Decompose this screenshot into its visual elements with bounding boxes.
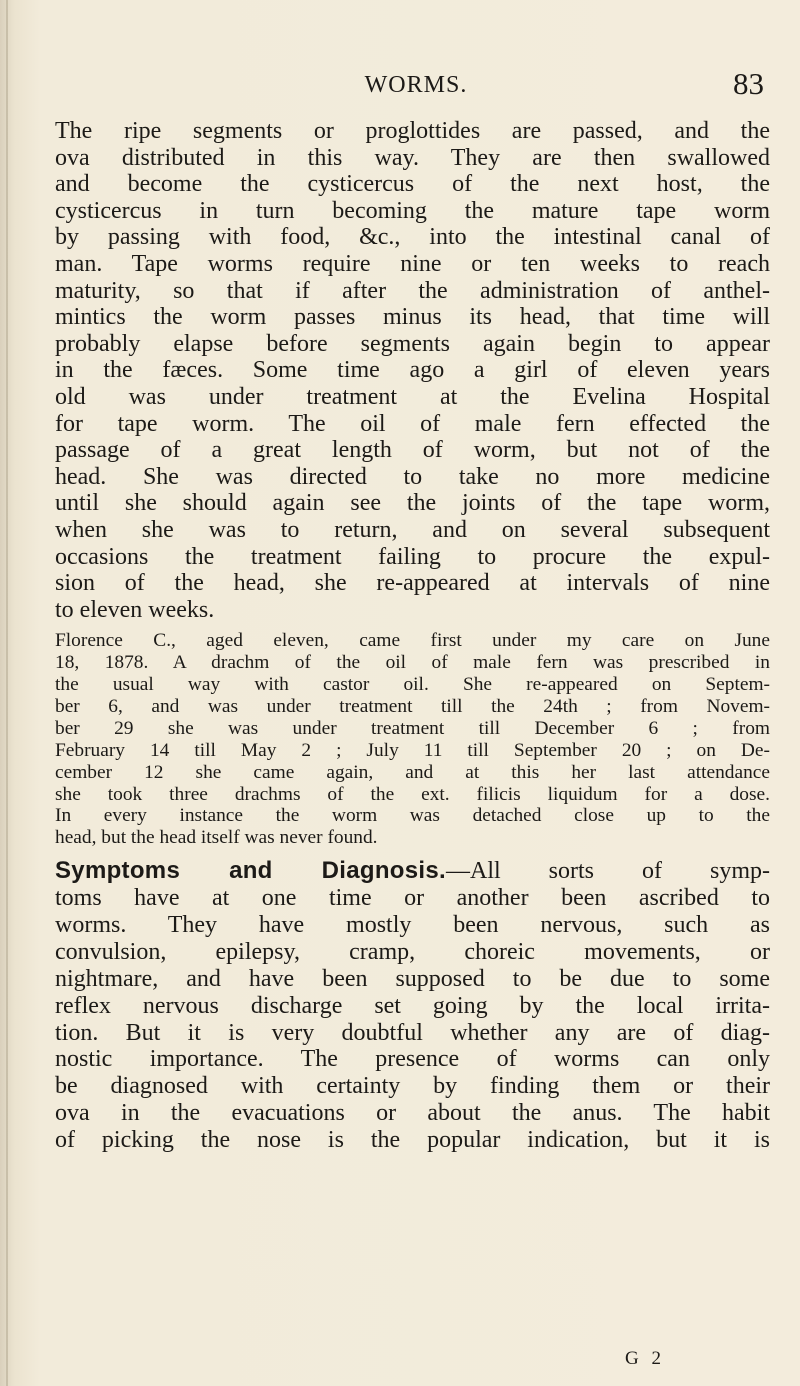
section-symptoms-diagnosis — [55, 858, 770, 1154]
case-note-line: 18, 1878. A drachm of the oil of male fern was prescribed in — [55, 652, 770, 674]
text-line: in the fæces. Some time ago a girl of eleven years — [55, 357, 770, 384]
case-note-line: ber 6, and was under treatment till the 24th ; from Novem- — [55, 695, 770, 717]
case-note-line: Florence C., aged eleven, came first under my care on June — [55, 630, 770, 652]
text-line: when she was to return, and on several subsequent — [55, 516, 770, 543]
text-line: ova distributed in this way. They are then swallowed — [55, 144, 770, 171]
text-line: be diagnosed with certainty by finding them or their — [55, 1073, 770, 1100]
case-note-line: February 14 till May 2 ; July 11 till September 20 ; on De- — [55, 739, 770, 761]
text-line: mintics the worm passes minus its head, that time will — [55, 304, 770, 331]
case-note-line: she took three drachms of the ext. filicis liquidum for a dose. — [55, 783, 770, 805]
text-line: man. Tape worms require nine or ten weeks to reach — [55, 250, 770, 277]
page-number: 83 — [733, 66, 764, 101]
text-line: cysticercus in turn becoming the mature tape worm — [55, 197, 770, 224]
text-line: by passing with food, &c., into the intestinal canal of — [55, 224, 770, 251]
paragraph-tape-worm — [55, 118, 770, 623]
section-first-line — [55, 858, 770, 885]
case-note — [55, 630, 770, 849]
text-line: old was under treatment at the Evelina Hospital — [55, 383, 770, 410]
text-line: maturity, so that if after the administration of anthel- — [55, 277, 770, 304]
text-line: and become the cysticercus of the next host, the — [55, 171, 770, 198]
case-note-line: ber 29 she was under treatment till December 6 ; from — [55, 717, 770, 739]
text-line: The ripe segments or proglottides are passed, and the — [55, 118, 770, 144]
text-line: to eleven weeks. — [55, 596, 215, 623]
signature-mark: G 2 — [625, 1348, 665, 1369]
case-note-line: In every instance the worm was detached close up to the — [55, 805, 770, 827]
text-line: convulsion, epilepsy, cramp, choreic movements, or — [55, 938, 770, 965]
case-note-line: cember 12 she came again, and at this her last attendance — [55, 761, 770, 783]
text-line: ova in the evacuations or about the anus. The habit — [55, 1100, 770, 1127]
text-line: head. She was directed to take no more medicine — [55, 463, 770, 490]
text-line: until she should again see the joints of the tape worm, — [55, 490, 770, 517]
text-line: tion. But it is very doubtful whether any are of diag- — [55, 1019, 770, 1046]
case-note-line: the usual way with castor oil. She re-appeared on Septem- — [55, 674, 770, 696]
text-line: sion of the head, she re-appeared at intervals of nine — [55, 570, 770, 597]
page-header — [62, 66, 770, 112]
section-heading: Symptoms and Diagnosis. — [55, 857, 446, 885]
text-line: probably elapse before segments again begin to appear — [55, 330, 770, 357]
text-line: worms. They have mostly been nervous, such as — [55, 911, 770, 938]
text-line: for tape worm. The oil of male fern effected the — [55, 410, 770, 437]
page-gutter — [6, 0, 8, 1386]
text-line: nostic importance. The presence of worms can only — [55, 1046, 770, 1073]
text-line: occasions the treatment failing to procure the expul- — [55, 543, 770, 570]
case-note-line: head, but the head itself was never found. — [55, 827, 378, 849]
text-line: reflex nervous discharge set going by the local irrita- — [55, 992, 770, 1019]
text-line: toms have at one time or another been ascribed to — [55, 885, 770, 912]
text-block — [55, 118, 770, 1154]
section-first-line-text: —All sorts of symp- — [445, 858, 771, 885]
text-line: passage of a great length of worm, but not of the — [55, 437, 770, 464]
running-head: WORMS. — [364, 72, 468, 98]
text-line: nightmare, and have been supposed to be due to some — [55, 965, 770, 992]
text-line: of picking the nose is the popular indication, but it is — [55, 1127, 770, 1154]
